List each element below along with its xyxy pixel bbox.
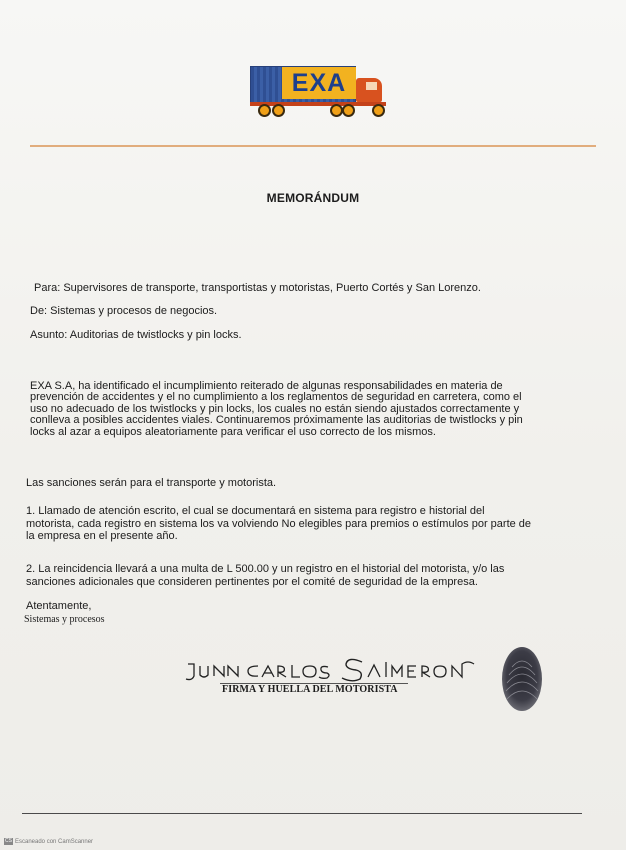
body-line: EXA S.A, ha identificado el incumplimiento reiterado de algunas responsabilidades en materia de [30,380,503,392]
wheel-icon [258,104,271,117]
sanction-item-2 [26,563,504,588]
item-line: motorista, cada registro en sistema los va volviendo No elegibles para premios o estímulos por parte de [26,517,532,530]
body-line: prevención de accidentes y el no cumplimiento a los reglamentos de seguridad en carretera, como el [30,391,522,404]
memo-title: MEMORÁNDUM [266,191,360,205]
wheel-icon [342,104,355,117]
item-line: 1. Llamado de atención escrito, el cual se documentará en sistema para registro e historial del [26,505,485,517]
signature-text: Juan Carlos Salmerón [182,687,202,689]
signoff: Sistemas y procesos [24,614,105,625]
wheel-icon [372,104,385,117]
wheel-icon [272,104,285,117]
header-divider [30,145,596,147]
body-line: uso no adecuado de los twistlocks y pin locks, los cuales no están siendo ajustados correctamente y [30,402,520,415]
truck-window [366,82,377,90]
signature-caption: FIRMA Y HUELLA DEL MOTORISTA [222,684,398,695]
memo-to: Para: Supervisores de transporte, transportistas y motoristas, Puerto Cortés y San Lorenzo. [34,282,481,294]
memo-subject: Asunto: Auditorias de twistlocks y pin locks. [30,329,242,341]
camscanner-watermark [4,838,93,845]
item-line: la empresa en el presente año. [26,530,178,542]
truck-chassis [250,102,386,106]
item-line: sanciones adicionales que consideren pertinentes por el comité de seguridad de la empresa. [26,575,478,588]
body-line: locks al azar a equipos aleatoriamente para verificar el uso correcto de los mismos. [30,425,436,438]
logo-text: EXA [282,67,356,99]
watermark-text: Escaneado con CamScanner [15,839,94,846]
sanction-item-1 [26,505,531,543]
item-line: 2. La reincidencia llevará a una multa de L 500.00 y un registro en el historial del motorista, y/o las [26,563,505,575]
footer-divider [22,813,582,814]
body-line: conlleva a posibles accidentes viales. Continuaremos próximamente las auditorias de twistlocks y pin [30,414,523,427]
sanctions-intro: Las sanciones serán para el transporte y motorista. [26,477,277,489]
camscanner-icon: CS [5,838,12,844]
fingerprint-icon [497,645,547,715]
memo-from: De: Sistemas y procesos de negocios. [30,305,218,317]
exa-logo [248,62,396,118]
memo-body [30,381,523,438]
closing: Atentamente, [26,600,92,612]
